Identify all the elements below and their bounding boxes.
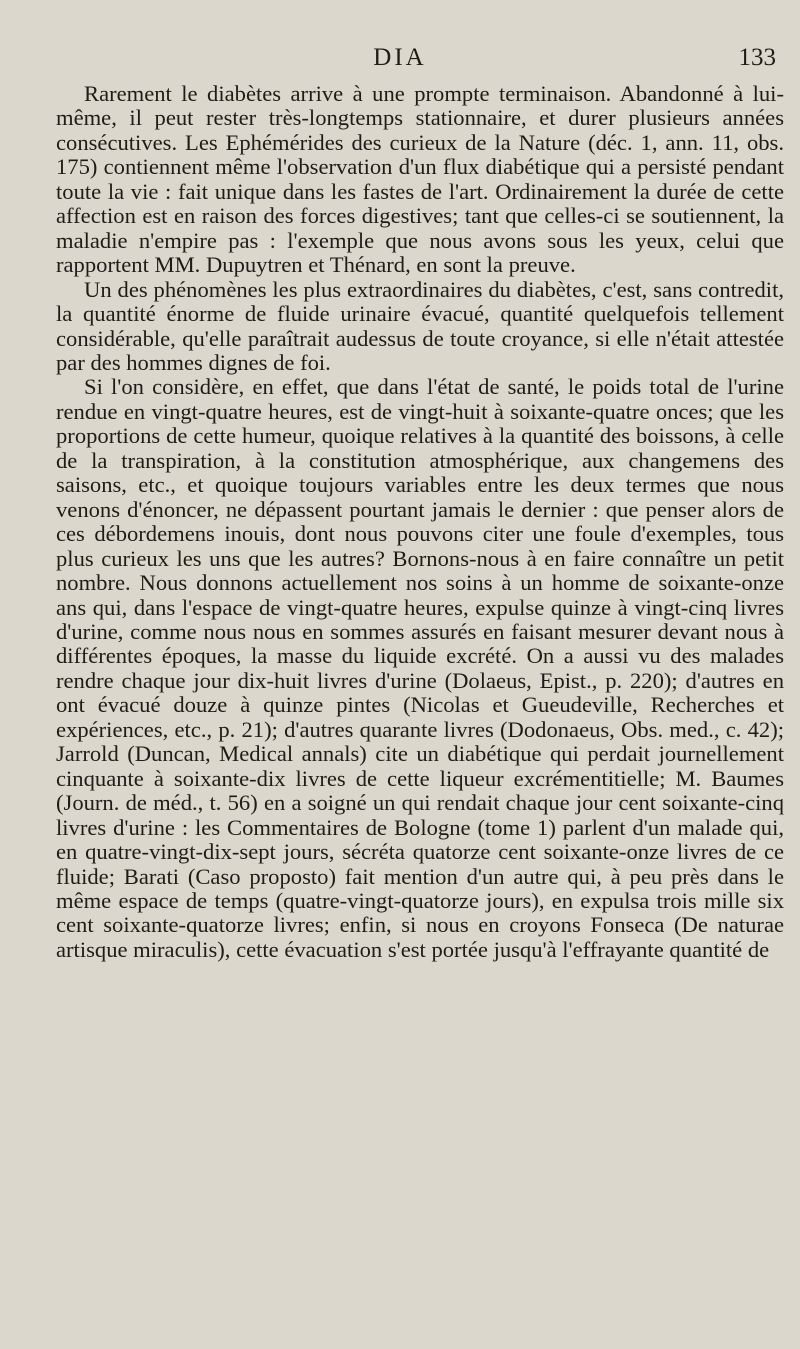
running-head: DIA [373,44,427,71]
page-header [0,44,800,78]
body-text [56,82,784,962]
page-number: 133 [738,44,776,71]
paragraph-1: Rarement le diabètes arrive à une prompte terminaison. Abandonné à lui-même, il peut rester très-longtemps stationnaire, et durer plusieurs années consécutives. Les Ephémérides des curieux de la Nature (déc. 1, ann. 11, obs. 175) contiennent même l'observation d'un flux diabétique qui a persisté pendant toute la vie : fait unique dans les fastes de l'art. Ordinairement la durée de cette affection est en raison des forces digestives; tant que celles-ci se soutiennent, la maladie n'empire pas : l'exemple que nous avons sous les yeux, celui que rapportent MM. Dupuytren et Thénard, en sont la preuve. [56,81,784,278]
paragraph-2: Un des phénomènes les plus extraordinaires du diabètes, c'est, sans contredit, la quantité énorme de fluide urinaire évacué, quantité quelquefois tellement considérable, qu'elle paraîtrait audessus de toute croyance, si elle n'était attestée par des hommes dignes de foi. [56,276,784,375]
paragraph-3: Si l'on considère, en effet, que dans l'état de santé, le poids total de l'urine rendue en vingt-quatre heures, est de vingt-huit à soixante-quatre onces; que les proportions de cette humeur, quoique relatives à la quantité des boissons, à celle de la transpiration, à la constitution atmosphérique, aux changemens des saisons, etc., et quoique toujours variables entre les deux termes que nous venons d'énoncer, ne dépassent pourtant jamais le dernier : que penser alors de ces débordemens inouis, dont nous pouvons citer une foule d'exemples, tous plus curieux les uns que les autres? Bornons-nous à en faire connaître un petit nombre. Nous donnons actuellement nos soins à un homme de soixante-onze ans qui, dans l'espace de vingt-quatre heures, expulse quinze à vingt-cinq livres d'urine, comme nous nous en sommes assurés en faisant mesurer devant nous à différentes époques, la masse du liquide excrété. On a aussi vu des malades rendre chaque jour dix-huit livres d'urine (Dolaeus, Epist., p. 220); d'autres en ont évacué douze à quinze pintes (Nicolas et Gueudeville, Recherches et expériences, etc., p. 21); d'autres quarante livres (Dodonaeus, Obs. med., c. 42); Jarrold (Duncan, Medical annals) cite un diabétique qui perdait journellement cinquante à soixante-dix livres de cette liqueur excrémentitielle; M. Baumes (Journ. de méd., t. 56) en a soigné un qui rendait chaque jour cent soixante-cinq livres d'urine : les Commentaires de Bologne (tome 1) parlent d'un malade qui, en quatre-vingt-dix-sept jours, sécréta quatorze cent soixante-onze livres de ce fluide; Barati (Caso proposto) fait mention d'un autre qui, à peu près dans le même espace de temps (quatre-vingt-quatorze jours), en expulsa trois mille six cent soixante-quatorze livres; enfin, si nous en croyons Fonseca (De naturae artisque miraculis), cette évacuation s'est portée jusqu'à l'effrayante quantité de [56,374,784,962]
